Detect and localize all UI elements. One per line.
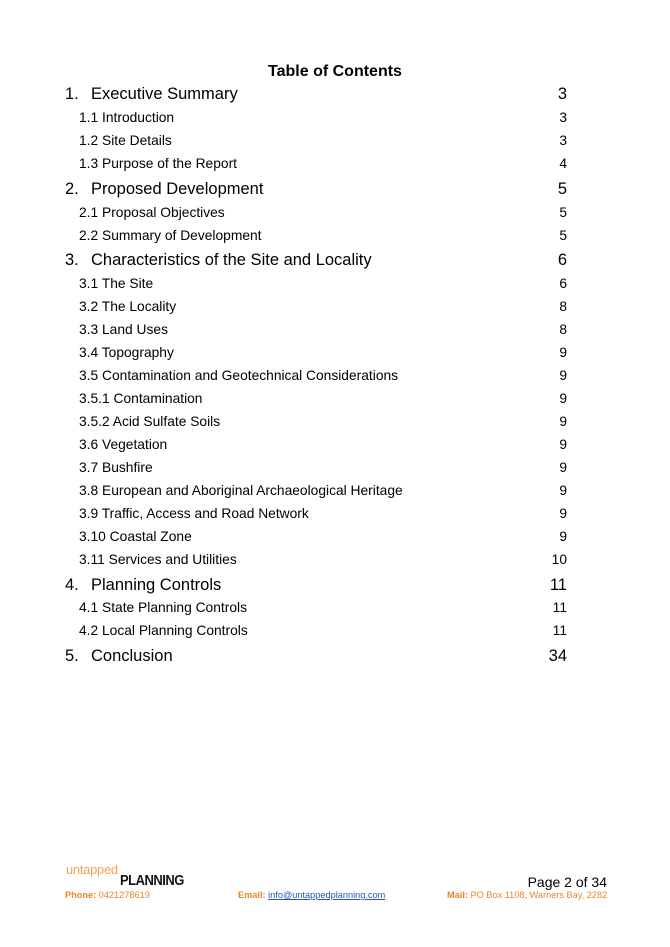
toc-page-number: 9 — [559, 483, 567, 498]
toc-page-number: 11 — [549, 576, 567, 594]
phone-label: Phone: — [65, 890, 97, 900]
toc-section-number: 4. — [65, 576, 79, 594]
phone-value: 0421278619 — [98, 890, 150, 900]
toc-entry-label: 3.5.1 Contamination — [79, 391, 203, 406]
toc-page-number: 9 — [559, 437, 567, 452]
toc-section-number: 3. — [65, 251, 79, 269]
toc-entry-label: 3.7 Bushfire — [79, 460, 153, 475]
toc-page-number: 9 — [559, 529, 567, 544]
toc-entry-label: 3.9 Traffic, Access and Road Network — [79, 506, 309, 521]
toc-section-title: Characteristics of the Site and Locality — [91, 251, 372, 269]
toc-entry-label: 3.3 Land Uses — [79, 322, 168, 337]
toc-entry-label: 3.5.2 Acid Sulfate Soils — [79, 414, 221, 429]
toc-section-title: Proposed Development — [91, 180, 264, 198]
toc-title: Table of Contents — [268, 63, 402, 80]
toc-entry-label: 4.1 State Planning Controls — [79, 600, 247, 615]
toc-entry-label: 4.2 Local Planning Controls — [79, 623, 248, 638]
toc-page-number: 8 — [559, 322, 567, 337]
toc-section-title: Planning Controls — [91, 576, 222, 594]
logo-planning-text: PLANNING — [120, 872, 184, 889]
toc-page-number: 9 — [559, 391, 567, 406]
toc-entry-label: 1.2 Site Details — [79, 133, 172, 148]
footer-mail — [447, 890, 607, 900]
toc-page-number: 34 — [548, 647, 567, 665]
toc-entry-label: 3.1 The Site — [79, 276, 154, 291]
toc-page-number: 3 — [559, 110, 567, 125]
toc-entry-label: 3.4 Topography — [79, 345, 174, 360]
toc-page-number: 5 — [559, 205, 567, 220]
footer-email — [238, 890, 385, 900]
toc-page-number: 8 — [559, 299, 567, 314]
toc-page-number: 9 — [559, 460, 567, 475]
toc-page-number: 6 — [559, 276, 567, 291]
toc-page-number: 5 — [559, 228, 567, 243]
toc-entry-label — [65, 647, 173, 666]
toc-entry-label: 3.11 Services and Utilities — [79, 552, 237, 567]
toc-page-number: 5 — [557, 180, 567, 198]
company-logo — [66, 862, 186, 888]
toc-entry-label: 2.1 Proposal Objectives — [79, 205, 225, 220]
toc-page-number: 6 — [557, 251, 567, 269]
toc-entry-label: 1.1 Introduction — [79, 110, 175, 125]
toc-entry-label: 3.10 Coastal Zone — [79, 529, 192, 544]
toc-entry-label: 3.8 European and Aboriginal Archaeological Heritage — [79, 483, 403, 498]
toc-section-number: 2. — [65, 180, 79, 198]
toc-page-number: 9 — [559, 368, 567, 383]
toc-entry-label: 1.3 Purpose of the Report — [79, 156, 237, 171]
email-link[interactable]: info@untappedplanning.com — [268, 890, 386, 900]
toc-entry-label — [65, 180, 263, 199]
toc-page-number: 4 — [559, 156, 567, 171]
email-label: Email: — [238, 890, 266, 900]
toc-page-number: 9 — [559, 345, 567, 360]
toc-entry-label — [65, 576, 221, 595]
toc-page-number: 11 — [552, 623, 567, 638]
mail-value: PO Box 1108, Warners Bay, 2282 — [470, 890, 608, 900]
toc-entry-label: 3.5 Contamination and Geotechnical Considerations — [79, 368, 399, 383]
toc-page-number: 10 — [551, 552, 567, 567]
toc-entry-label — [65, 251, 372, 270]
toc-entry-label: 3.6 Vegetation — [79, 437, 168, 452]
toc-section-number: 1. — [65, 85, 79, 103]
toc-entry-label: 3.2 The Locality — [79, 299, 177, 314]
mail-label: Mail: — [447, 890, 468, 900]
footer-phone — [65, 890, 150, 900]
toc-section-title: Executive Summary — [91, 85, 238, 103]
toc-section-number: 5. — [65, 647, 79, 665]
page-number: Page 2 of 34 — [527, 874, 607, 890]
toc-page-number: 9 — [559, 414, 567, 429]
toc-page-number: 3 — [559, 133, 567, 148]
toc-section-title: Conclusion — [91, 647, 173, 665]
toc-page-number: 3 — [557, 85, 567, 103]
toc-page-number: 9 — [559, 506, 567, 521]
toc-entry-label — [65, 85, 238, 104]
logo-untapped-text: untapped — [66, 862, 118, 877]
toc-entry-label: 2.2 Summary of Development — [79, 228, 262, 243]
toc-page-number: 11 — [552, 600, 567, 615]
